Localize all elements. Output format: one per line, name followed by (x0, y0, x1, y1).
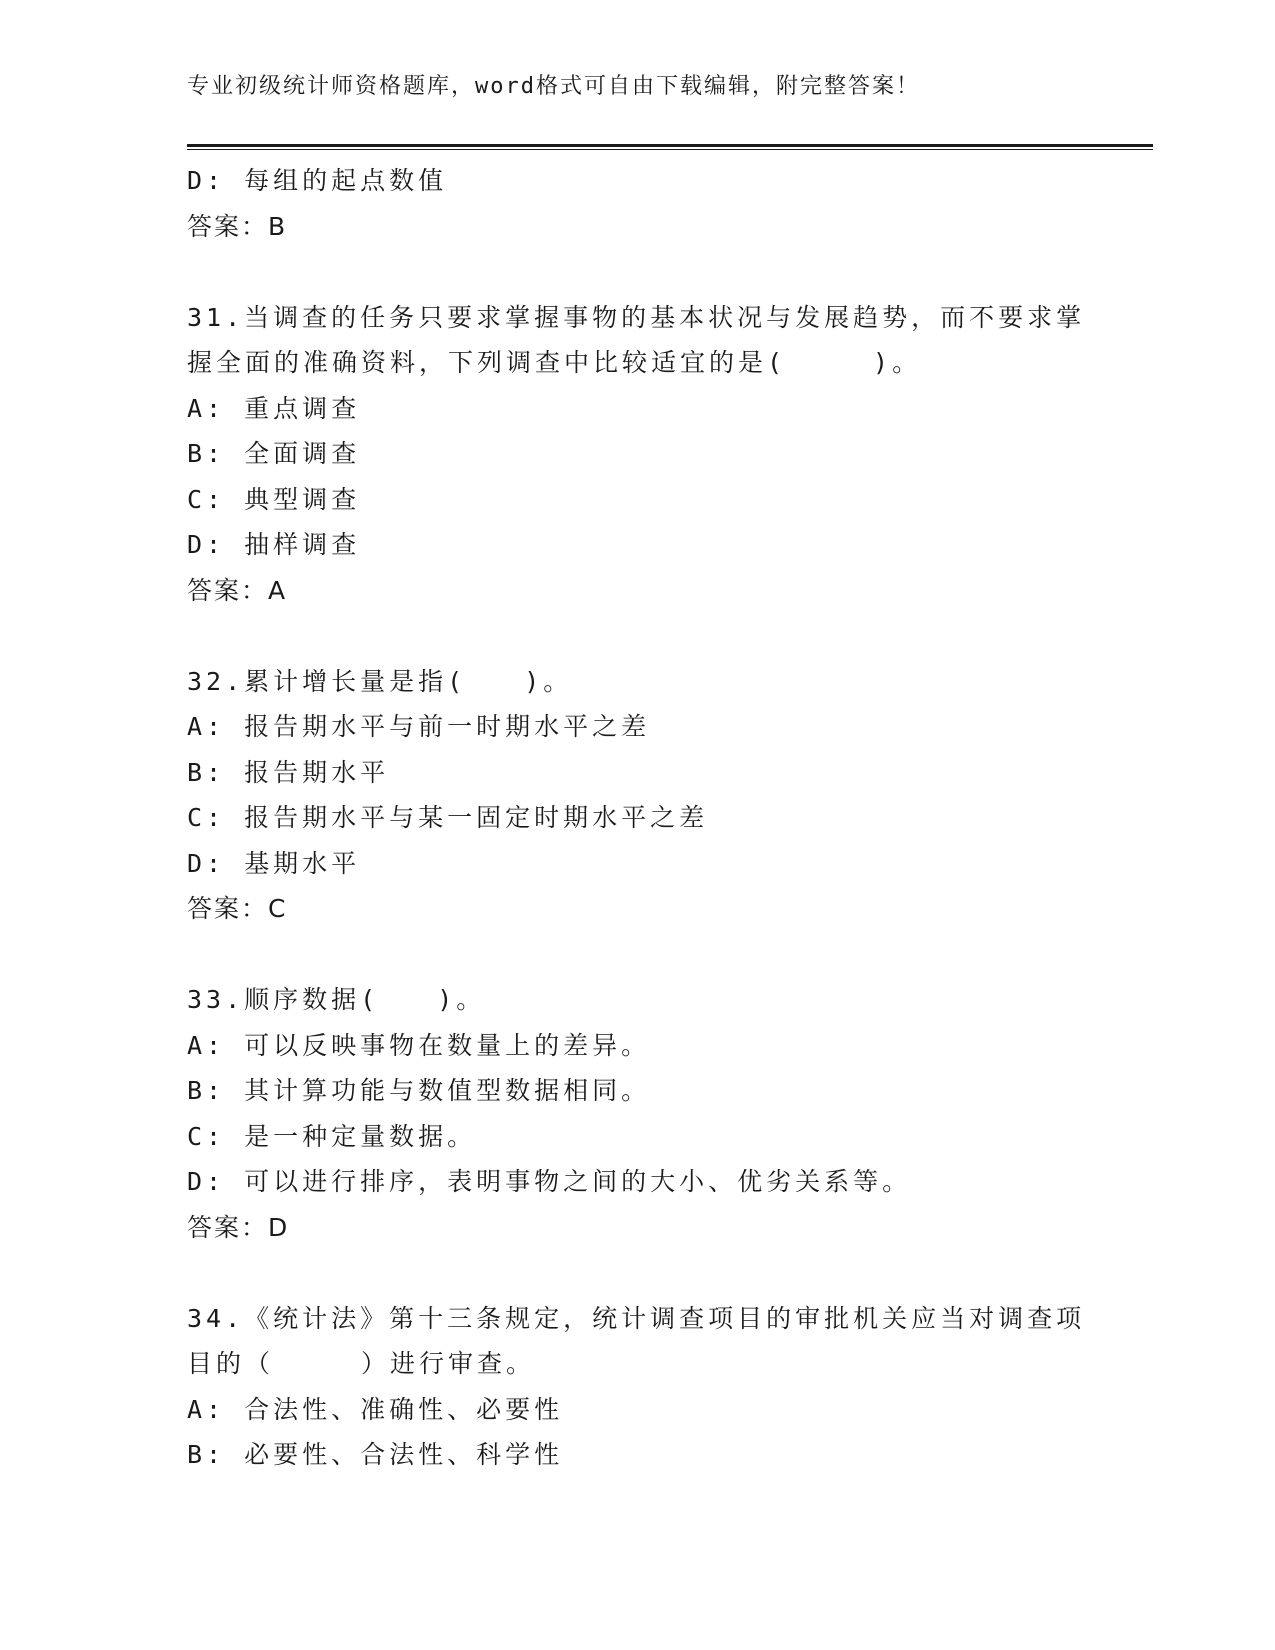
option-c: C: 是一种定量数据。 (187, 1121, 477, 1151)
option-c: C: 报告期水平与某一固定时期水平之差 (187, 803, 709, 832)
answer-line: 答案：C (187, 894, 288, 923)
option-b: B: 报告期水平 (187, 757, 390, 787)
option-b: B: 必要性、合法性、科学性 (187, 1440, 564, 1469)
spacer (187, 249, 1087, 295)
question-31-text-line1: 31.当调查的任务只要求掌握事物的基本状况与发展趋势，而不要求掌 (187, 302, 1086, 332)
option-d: D: 抽样调查 (187, 530, 361, 559)
option-b: B: 其计算功能与数值型数据相同。 (187, 1076, 651, 1105)
answer-line: 答案：B (187, 211, 288, 241)
option-d: D: 每组的起点数值 (187, 166, 448, 195)
question-31-text-line2: 握全面的准确资料，下列调查中比较适宜的是( )。 (187, 348, 922, 377)
spacer (187, 1250, 1087, 1296)
option-a: A: 报告期水平与前一时期水平之差 (187, 712, 651, 741)
header-rule-thick (187, 144, 1153, 147)
option-a: A: 可以反映事物在数量上的差异。 (187, 1030, 651, 1060)
page-header: 专业初级统计师资格题库，word格式可自由下载编辑，附完整答案！ (187, 74, 920, 99)
answer-line: 答案：D (187, 1212, 290, 1242)
spacer (187, 613, 1087, 659)
option-d: D: 可以进行排序，表明事物之间的大小、优劣关系等。 (187, 1167, 912, 1196)
spacer (187, 932, 1087, 978)
answer-line: 答案：A (187, 575, 288, 605)
question-34-text-line2: 目的（ ）进行审查。 (187, 1349, 536, 1378)
question-content (187, 158, 1087, 1478)
option-c: C: 典型调查 (187, 484, 361, 514)
option-a: A: 重点调查 (187, 393, 361, 423)
option-b: B: 全面调查 (187, 439, 361, 468)
option-d: D: 基期水平 (187, 848, 361, 878)
option-a: A: 合法性、准确性、必要性 (187, 1394, 564, 1424)
question-33-text: 33.顺序数据( )。 (187, 985, 486, 1014)
header-rule-thin (187, 149, 1153, 150)
question-32-text: 32.累计增长量是指( )。 (187, 666, 573, 696)
question-34-text-line1: 34.《统计法》第十三条规定，统计调查项目的审批机关应当对调查项 (187, 1303, 1086, 1333)
